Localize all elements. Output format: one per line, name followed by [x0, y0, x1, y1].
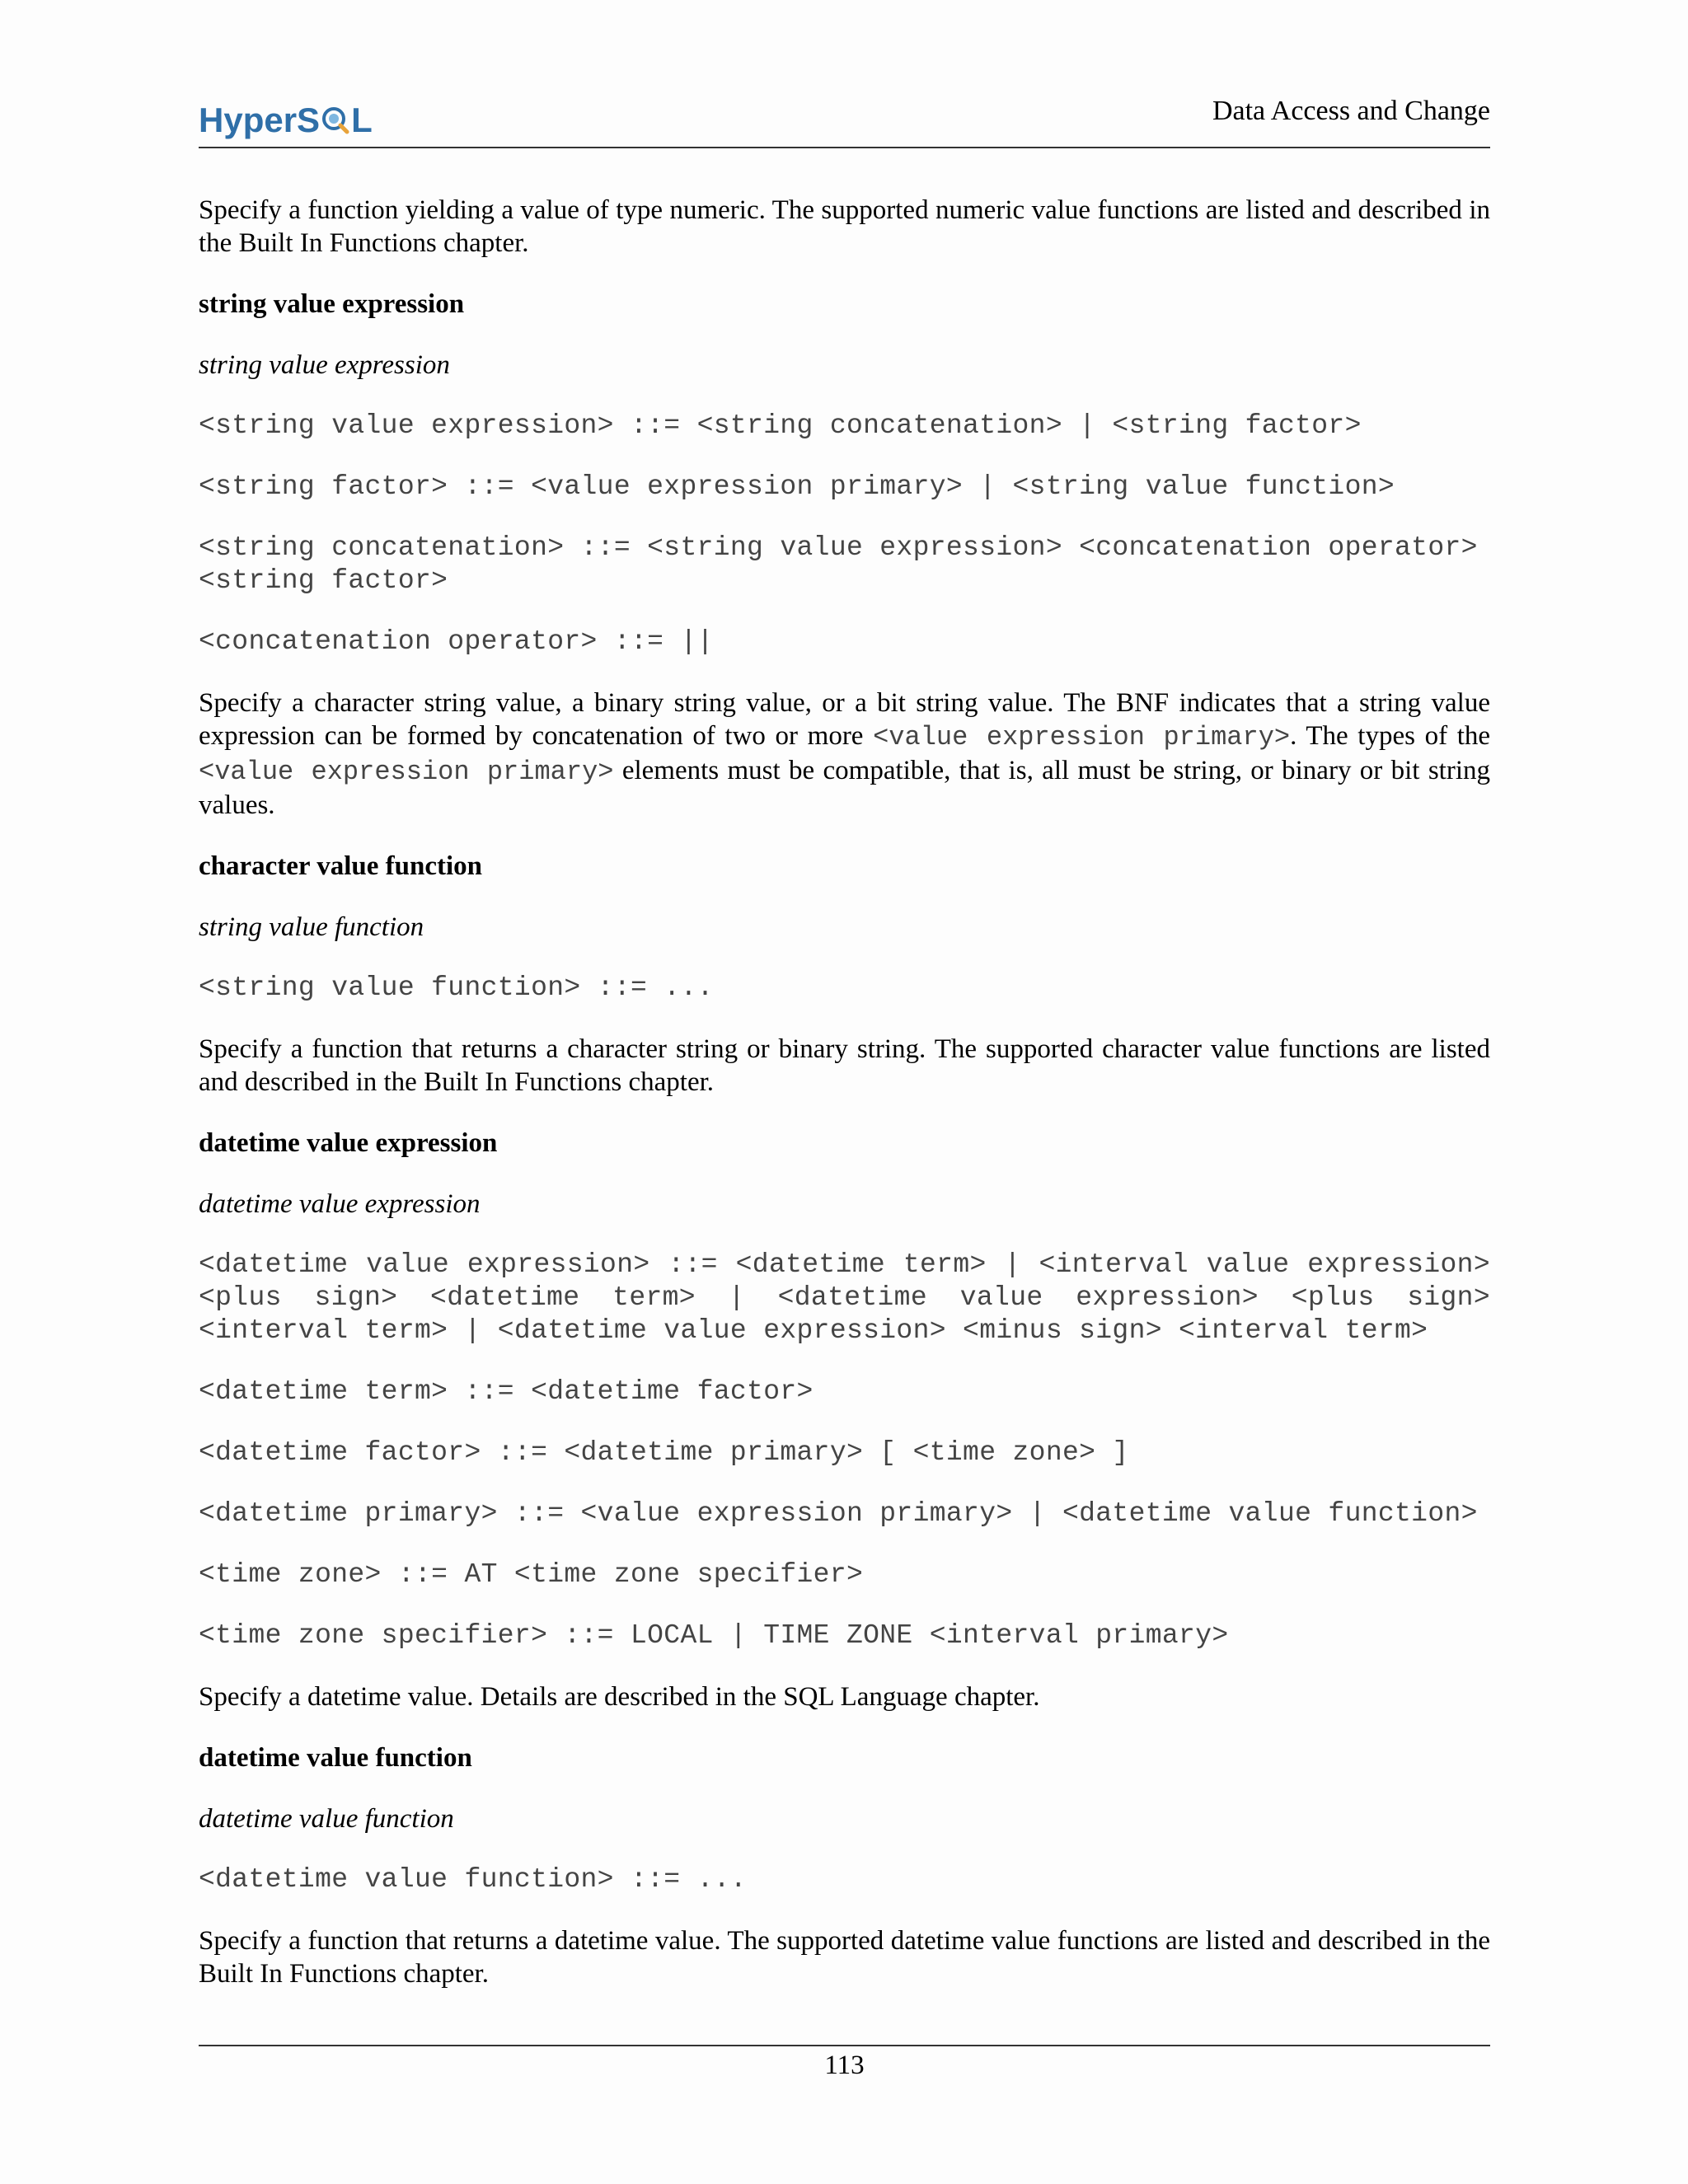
- section-heading: string value expression: [199, 289, 465, 319]
- bnf-rule: <datetime primary> ::= <value expression primary> | <datetime value function>: [199, 1498, 1478, 1529]
- inline-code: <value expression primary>: [873, 722, 1291, 752]
- bnf-rule: <time zone> ::= AT <time zone specifier>: [199, 1559, 864, 1590]
- text-run: Specify a function that returns a datetime value. The supported datetime value functions are listed and described in the: [199, 1926, 1490, 1956]
- bnf-rule: <datetime value function> ::= ...: [199, 1864, 748, 1895]
- chapter-reference: Built In Functions: [199, 1959, 397, 1989]
- bnf-rule: <string value expression> ::= <string concatenation> | <string factor>: [199, 410, 1362, 441]
- text-run: chapter.: [621, 1067, 715, 1097]
- bnf-rule: <string factor> ::= <value expression primary> | <string value function>: [199, 471, 1395, 502]
- string-description: [199, 687, 1490, 822]
- char-description: [199, 1033, 1490, 1099]
- text-run: . The types of the: [1290, 721, 1491, 751]
- chapter-title: Data Access and Change: [1212, 96, 1490, 126]
- bnf-rule: <datetime term> ::= <datetime factor>: [199, 1376, 814, 1407]
- section-subheading: string value function: [199, 912, 424, 942]
- text-run: chapter.: [947, 1682, 1040, 1712]
- datetime-function-description: [199, 1924, 1490, 1990]
- bnf-rule: <datetime value expression> ::= <datetime term> | <interval value expression> <plus sign> <datetime term> | <datetime value expression> <plus sign> <interval term> | <datetime value expression> <minus sign> <interval term>: [199, 1249, 1490, 1346]
- datetime-description: [199, 1680, 1490, 1713]
- page-content: [199, 194, 1494, 1990]
- magnifier-q-icon: [321, 106, 349, 134]
- text-run: Specify a datetime value. Details are described in the: [199, 1682, 784, 1712]
- section-subheading: datetime value function: [199, 1804, 454, 1834]
- text-run: elements must be compatible, that is, all must be string, or binary or bit string values.: [199, 756, 1490, 820]
- text-run: Specify a character string value, a binary string value, or a bit string value. The BNF indicates that a string value expression can be formed by concatenation of two or more: [199, 688, 1490, 751]
- text-run: Specify a function that returns a character string or binary string. The supported character value functions are listed and described in the: [199, 1034, 1490, 1097]
- chapter-reference: Built In Functions: [424, 1067, 622, 1097]
- page-header: [199, 92, 1490, 148]
- bnf-rule: <string value function> ::= ...: [199, 972, 714, 1003]
- bnf-rule: <concatenation operator> ::= ||: [199, 626, 714, 657]
- inline-code: <value expression primary>: [199, 757, 614, 787]
- text-run: chapter.: [396, 1959, 489, 1989]
- chapter-reference: Built In Functions: [238, 228, 437, 258]
- section-heading: character value function: [199, 851, 483, 881]
- numeric-function-description: [199, 194, 1490, 260]
- logo-text-part2: L: [351, 101, 373, 139]
- page-number: 113: [824, 2050, 865, 2080]
- section-heading: datetime value function: [199, 1743, 472, 1773]
- section-subheading: string value expression: [199, 350, 450, 380]
- chapter-reference: SQL Language: [783, 1682, 948, 1712]
- logo-text-part1: HyperS: [199, 101, 321, 139]
- hypersql-logo: [199, 101, 373, 140]
- bnf-rule: <time zone specifier> ::= LOCAL | TIME ZONE <interval primary>: [199, 1620, 1229, 1651]
- bnf-rule: <string concatenation> ::= <string value expression> <concatenation operator> <string factor>: [199, 532, 1494, 596]
- text-run: Specify a function yielding a value of type numeric. The supported numeric value functions are listed and described in the: [199, 195, 1490, 258]
- section-subheading: datetime value expression: [199, 1189, 481, 1219]
- bnf-rule: <datetime factor> ::= <datetime primary> [ <time zone> ]: [199, 1437, 1129, 1468]
- footer-divider: [199, 2045, 1490, 2046]
- section-heading: datetime value expression: [199, 1128, 498, 1158]
- text-run: chapter.: [436, 228, 529, 258]
